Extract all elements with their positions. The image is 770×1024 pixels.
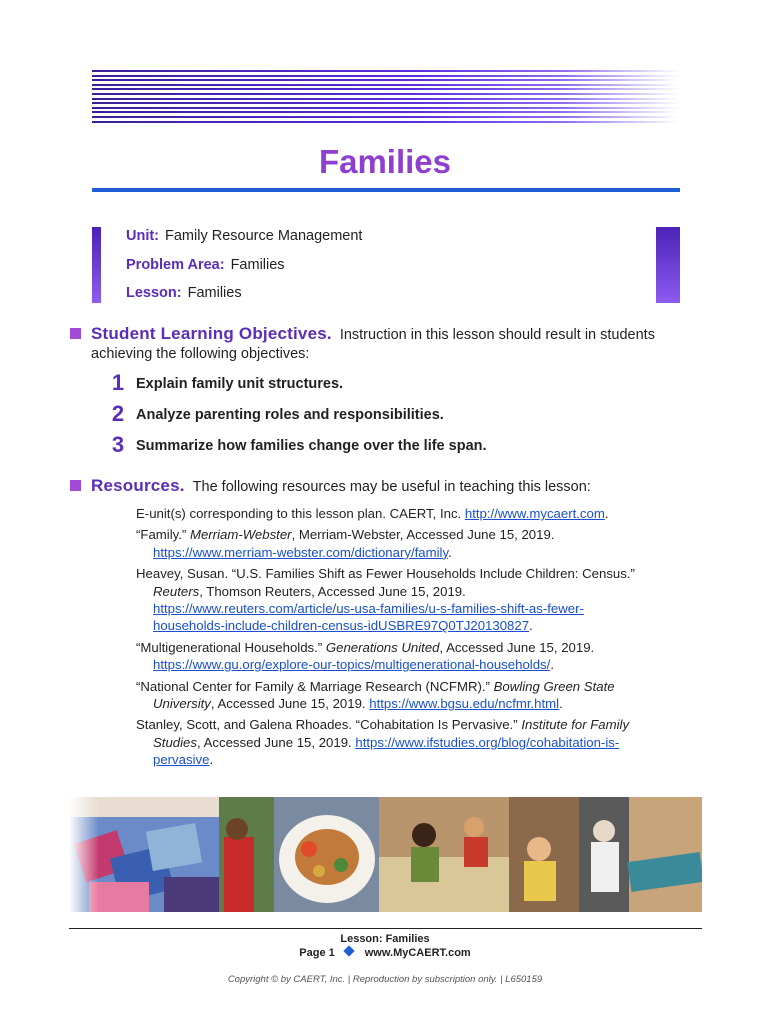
resources-intro: The following resources may be useful in teaching this lesson: (192, 479, 591, 495)
banner-stripe (92, 93, 680, 95)
resource-link[interactable]: https://www.bgsu.edu/ncfmr.html (369, 696, 560, 712)
resources-heading: Resources. (91, 476, 185, 495)
resource-source: Generations United (325, 639, 440, 655)
footer-lesson: Lesson: Families (340, 933, 430, 945)
banner-stripe (92, 70, 680, 72)
title-rule (92, 188, 680, 192)
problem-area-label: Problem Area: (126, 257, 225, 273)
resource-item (136, 639, 636, 674)
resource-text: Stanley, Scott, and Galena Rhoades. “Cohabitation Is Pervasive.” (136, 717, 522, 733)
lesson-value: Families (187, 285, 242, 301)
resource-link[interactable]: https://www.merriam-webster.com/dictionary/family (153, 544, 449, 560)
banner-stripe (92, 107, 680, 109)
objective-number: 1 (111, 370, 125, 395)
objective-text: Analyze parenting roles and responsibilities. (136, 407, 444, 423)
resources-heading-line (91, 476, 591, 496)
lesson-line (126, 285, 242, 301)
resource-text: “National Center for Family & Marriage Research (NCFMR).” (136, 678, 494, 694)
resource-text: Heavey, Susan. “U.S. Families Shift as Fewer Households Include Children: Census.” (136, 566, 635, 582)
lesson-label: Lesson: (126, 285, 182, 301)
banner-stripe (92, 75, 680, 77)
unit-line (126, 228, 362, 244)
resources-bullet-icon (70, 480, 81, 491)
resource-source: Reuters (153, 583, 200, 599)
resource-source: Institute for Family Studies (153, 717, 630, 750)
resource-item (136, 505, 636, 522)
resource-item (136, 716, 636, 768)
collage-image (69, 797, 702, 912)
resource-text: , Accessed June 15, 2019. (439, 639, 595, 655)
resource-text: , Merriam-Webster, Accessed June 15, 2019. (291, 527, 555, 543)
resource-text: . (448, 544, 452, 560)
resource-text: . (529, 618, 533, 634)
page-number: Page 1 (299, 947, 335, 959)
objective-number: 2 (111, 401, 125, 426)
problem-area-value: Families (230, 257, 285, 273)
page-title: Families (318, 143, 452, 180)
objective-text: Explain family unit structures. (136, 376, 344, 392)
unit-value: Family Resource Management (165, 228, 363, 244)
resource-link[interactable]: http://www.mycaert.com (464, 506, 605, 521)
resource-item (136, 526, 636, 561)
meta-bar-left (92, 227, 101, 303)
meta-bar-right (656, 227, 680, 303)
resource-item (136, 678, 636, 713)
resource-text: , Accessed June 15, 2019. (210, 696, 370, 712)
resource-text: . (550, 657, 554, 673)
copyright: Copyright © by CAERT, Inc. | Reproduction by subscription only. | L650159 (227, 974, 543, 985)
objectives-heading: Student Learning Objectives. (91, 324, 332, 343)
footer-page-line (0, 947, 770, 959)
objectives-intro-cont: achieving the following objectives: (91, 346, 310, 362)
resource-text: . (604, 506, 609, 521)
resource-text: . (559, 696, 563, 712)
resource-link[interactable]: https://www.gu.org/explore-our-topics/multigenerational-households/ (153, 657, 551, 673)
banner-stripe (92, 84, 680, 86)
banner-stripe (92, 111, 680, 113)
footer-rule (69, 928, 702, 929)
banner-stripe (92, 88, 680, 90)
diamond-icon (343, 945, 354, 956)
banner-stripe (92, 102, 680, 104)
objective-text: Summarize how families change over the life span. (136, 438, 487, 454)
resource-source: Bowling Green State University (153, 678, 615, 712)
footer-site: www.MyCAERT.com (364, 947, 471, 959)
banner-stripe (92, 116, 680, 118)
resource-text: , Accessed June 15, 2019. (197, 734, 356, 750)
resource-text: “Family.” (136, 527, 190, 543)
objectives-heading-line (91, 324, 655, 344)
resource-source: Merriam-Webster (189, 527, 292, 543)
photo-collage (69, 797, 702, 912)
header-banner (92, 70, 680, 126)
resource-text: , Thomson Reuters, Accessed June 15, 2019. (199, 583, 466, 599)
resource-text: . (209, 752, 214, 768)
objective-number: 3 (111, 432, 125, 457)
resources-list (136, 505, 636, 773)
resource-text: E-unit(s) corresponding to this lesson plan. CAERT, Inc. (136, 506, 465, 521)
banner-stripe (92, 79, 680, 81)
resource-link[interactable]: https://www.ifstudies.org/blog/cohabitation-is-pervasive (153, 734, 620, 768)
banner-stripe (92, 121, 680, 123)
resource-link[interactable]: https://www.reuters.com/article/us-usa-families/u-s-families-shift-as-fewer-households-include-children-census-idUSBRE97Q0TJ20130827 (153, 601, 584, 634)
unit-label: Unit: (126, 228, 160, 244)
problem-area-line (126, 257, 285, 273)
resource-text: “Multigenerational Households.” (136, 639, 326, 655)
banner-stripe (92, 98, 680, 100)
objectives-intro: Instruction in this lesson should result in students (339, 327, 655, 343)
objectives-bullet-icon (70, 328, 81, 339)
resource-item (136, 565, 636, 635)
